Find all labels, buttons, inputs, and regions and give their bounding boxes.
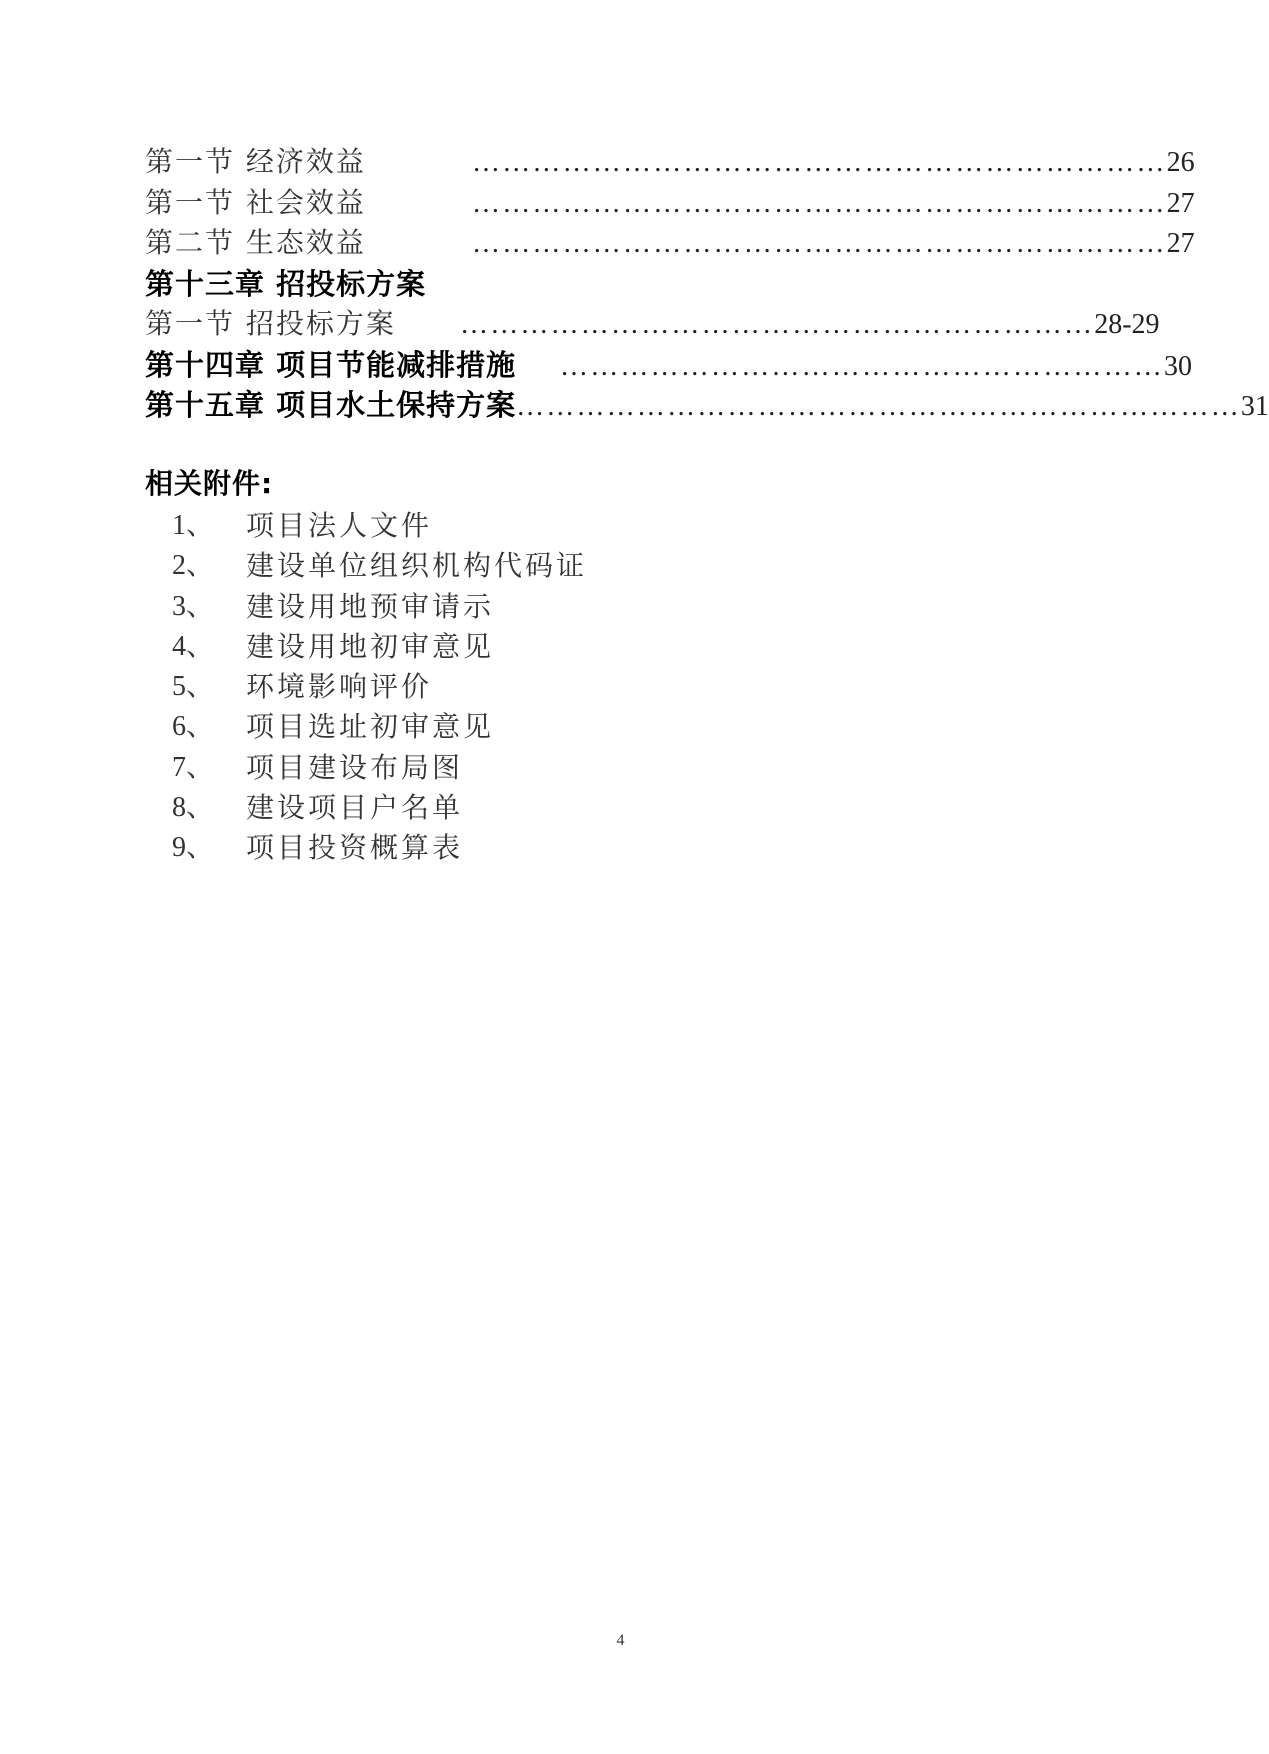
attachment-number: 8、: [172, 792, 215, 824]
attachment-number: 6、: [172, 711, 215, 743]
attachment-title: 建设用地初审意见: [246, 629, 495, 663]
toc-page-number: 28-29: [1094, 309, 1160, 340]
toc-page-number: 26: [1166, 147, 1195, 178]
attachment-number: 9、: [172, 832, 215, 864]
attachment-number: 1、: [172, 510, 215, 541]
toc-entry-title: 第二节 生态效益: [145, 226, 366, 259]
attachment-item: [172, 748, 587, 788]
attachment-title: 项目法人文件: [246, 509, 433, 542]
toc-chapter-title: 第十五章 项目水土保持方案: [145, 388, 517, 422]
attachment-number: 5、: [172, 671, 215, 703]
attachment-title: 项目投资概算表: [246, 831, 464, 865]
attachment-number: 7、: [172, 751, 215, 783]
toc-page-number: 30: [1164, 350, 1192, 382]
toc-chapter-entry[interactable]: [145, 385, 1269, 426]
attachment-item: [172, 546, 587, 586]
toc-entry[interactable]: [145, 142, 1195, 183]
attachment-title: 建设单位组织机构代码证: [246, 549, 588, 583]
attachment-item: [172, 788, 587, 828]
attachment-number: 4、: [172, 630, 215, 662]
toc-leader-dots: ………………………………………………………………: [516, 391, 1241, 422]
toc-chapter-heading[interactable]: [145, 264, 1075, 305]
attachment-title: 建设项目户名单: [246, 791, 464, 825]
attachment-item: [172, 667, 587, 707]
toc-leader-dots: ……………………………………………………………: [472, 147, 1167, 178]
toc-chapter-entry[interactable]: [145, 345, 1192, 386]
toc-entry-title: 第一节 社会效益: [145, 185, 366, 219]
toc-page-number: 27: [1166, 187, 1195, 219]
toc-chapter-title: 第十三章 招投标方案: [145, 266, 427, 301]
attachment-item: [172, 627, 587, 667]
attachments-list: [172, 506, 587, 869]
attachment-item: [172, 707, 587, 747]
attachment-number: 3、: [172, 590, 215, 622]
table-of-contents: [145, 142, 1269, 426]
toc-entry-title: 第一节 经济效益: [145, 145, 366, 178]
page-number: 4: [616, 1632, 625, 1649]
toc-chapter-title: 第十四章 项目节能减排措施: [145, 347, 517, 382]
attachment-item: [172, 506, 587, 546]
toc-entry-title: 第一节 招投标方案: [145, 307, 396, 340]
toc-leader-dots: ………………………………………………………: [460, 309, 1095, 340]
toc-entry[interactable]: [145, 223, 1195, 264]
attachment-title: 建设用地预审请示: [246, 589, 495, 623]
attachment-item: [172, 828, 587, 868]
toc-leader-dots: ……………………………………………………………: [472, 187, 1167, 219]
attachment-title: 项目选址初审意见: [246, 710, 495, 744]
toc-page-number: 27: [1166, 228, 1195, 259]
attachments-heading: 相关附件:: [145, 467, 274, 500]
attachment-title: 环境影响评价: [246, 670, 433, 704]
toc-leader-dots: ……………………………………………………: [560, 350, 1164, 382]
attachment-number: 2、: [172, 550, 215, 582]
toc-entry[interactable]: [145, 304, 1160, 345]
attachment-title: 项目建设布局图: [246, 750, 464, 784]
toc-leader-dots: ……………………………………………………………: [472, 228, 1167, 259]
attachment-item: [172, 587, 587, 627]
toc-page-number: 31: [1240, 391, 1269, 422]
toc-entry[interactable]: [145, 183, 1195, 224]
